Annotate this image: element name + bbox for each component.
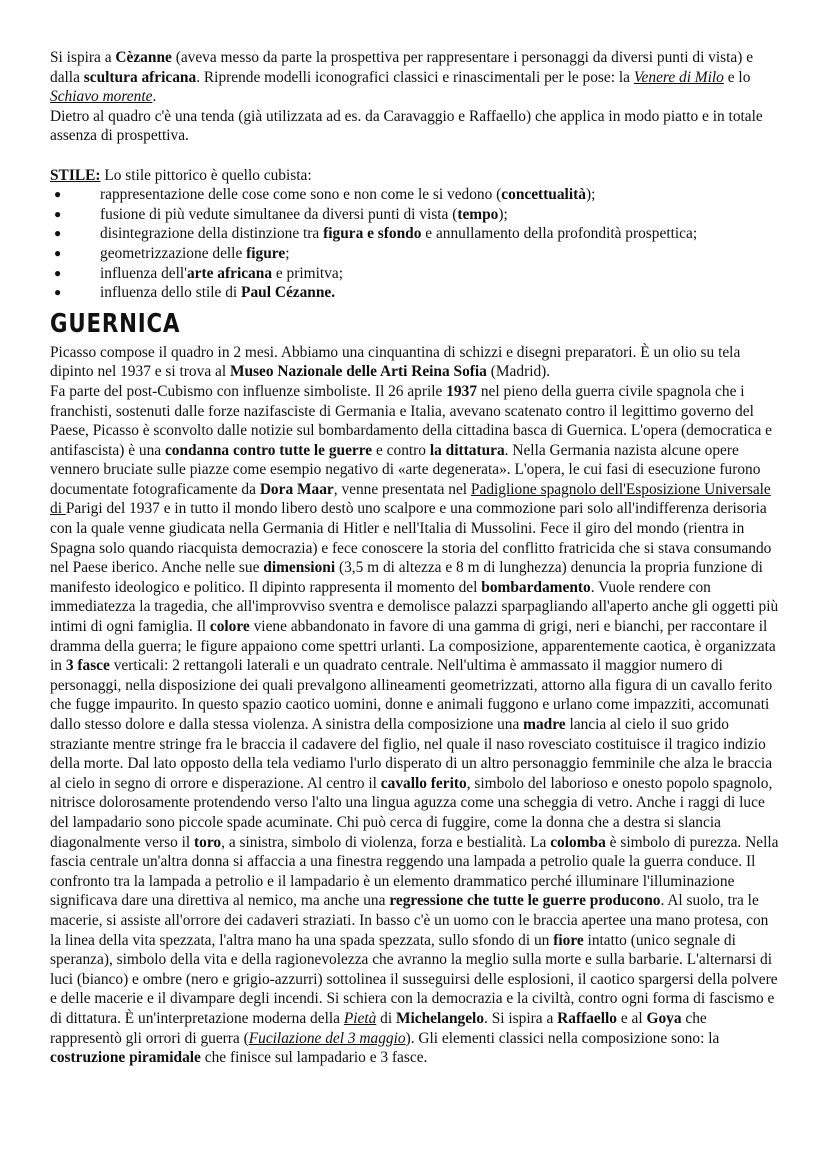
text-run: . Riprende modelli iconografici classici e rinascimentali per le pose: la bbox=[196, 68, 634, 86]
text-run: verticali: 2 rettangoli laterali e un quadrato centrale. Nell'ultima è ammassato il maggior numero di personaggi, nella disposizione dei quali prevalgono allineamenti geometrizzati, attorno alla figura di un cavallo ferito che fugge impaurito. In questo spazio caotico uomini, donne e animali fuggono e urlano come impazziti, accomunati dallo stesso dolore e dalla stessa violenza. A sinistra della composizione una bbox=[50, 657, 773, 733]
stile-heading bbox=[50, 166, 780, 186]
bold-text: regressione che tutte le guerre producono bbox=[389, 892, 661, 910]
text-run: (aveva messo da parte la prospettiva per rappresentare i personaggi da diversi punti di vista) e dalla bbox=[50, 49, 754, 86]
text-run: disintegrazione della distinzione tra bbox=[100, 225, 324, 243]
bold-text: figure bbox=[246, 244, 286, 262]
bold-text: fiore bbox=[553, 931, 584, 949]
bold-text: scultura africana bbox=[83, 68, 197, 86]
text-run: ); bbox=[498, 205, 508, 223]
bold-text: colomba bbox=[550, 833, 606, 851]
stile-bullet-item bbox=[50, 185, 780, 205]
text-run: nel pieno della guerra civile spagnola che i franchisti, sostenuti dalle forze nazifasciste di Germania e Italia, avevano scatenato contro il legittimo governo del Paese, Picasso è sconvolto dalle notizie sul bombardamento della cittadina basca di Guernica. L'opera (democratica e antifascista) è una bbox=[50, 382, 773, 459]
text-run: viene abbandonato in favore di una gamma di grigi, neri e bianchi, per raccontare il dramma della guerra; le figure appaiono come spettri urlanti. La composizione, apparentemente caotica, è organizzata in bbox=[50, 618, 776, 675]
artwork-title: Fucilazione del 3 maggio bbox=[248, 1029, 406, 1047]
text-run: ; bbox=[285, 244, 290, 262]
text-run: . Nella Germania nazista alcune opere vennero bruciate sulle piazze come esempio negativo di «arte degenerata». L'opera, le cui fasi di esecuzione furono documentate fotograficamente da bbox=[50, 441, 761, 498]
text-run: e annullamento della profondità prospettica; bbox=[421, 225, 698, 243]
text-run: , venne presentata nel bbox=[333, 480, 471, 498]
bold-text: bombardamento bbox=[481, 578, 591, 596]
bold-text: dimensioni bbox=[263, 559, 336, 577]
text-run: intatto (unico segnale di speranza), simbolo della vita e della ragionevolezza che avranno la meglio sulla morte e sulla barbarie. L'alternarsi di luci (bianco) e ombre (nero e grigio-azzurri) sottolinea il susseguirsi delle esplosioni, il caotico spargersi della polvere e delle macerie e il divampare degli incendi. Si schiera con la democrazia e la civiltà, contro ogni forma di fascismo e di dittatura. È un'interpretazione moderna della bbox=[50, 931, 778, 1027]
text-run: influenza dell' bbox=[100, 264, 187, 282]
text-run: Picasso compose il quadro in 2 mesi. Abbiamo una cinquantina di schizzi e disegni preparatori. È un olio su tela dipinto nel 1937 e si trova al bbox=[50, 343, 741, 381]
text-run: , a sinistra, simbolo di violenza, forza e bestialità. La bbox=[221, 833, 551, 851]
stile-bullet-item bbox=[50, 264, 780, 284]
stile-label: STILE: bbox=[50, 166, 101, 184]
bullet-icon: ● bbox=[54, 206, 62, 221]
text-run: . Vuole rendere con immediatezza la tragedia, che all'improvviso sventra e demolisce palazzi sparpagliando all'aperto anche gli oggetti più intimi di ogni famiglia. Il bbox=[50, 578, 779, 636]
guernica-body bbox=[50, 343, 780, 1068]
text-run: e al bbox=[616, 1009, 647, 1027]
text-run: , simbolo del laborioso e onesto popolo spagnolo, nitrisce dolorosamente protendendo verso l'alto una lingua aguzza come una scheggia di vetro. Anche i raggi di luce del lampadario sono piccole spade acuminate. Chi può cerca di fuggire, come la donna che a destra si slancia diagonalmente verso il bbox=[50, 774, 773, 851]
text-run: (3,5 m di altezza e 8 m di lunghezza) denuncia la propria funzione di manifesto ideologico e politico. Il dipinto rappresenta il momento del bbox=[50, 559, 763, 596]
text-run: e lo bbox=[723, 68, 751, 86]
bold-text: arte africana bbox=[186, 264, 273, 282]
bullet-icon: ● bbox=[54, 226, 62, 241]
bold-text: tempo bbox=[457, 205, 499, 223]
text-run: lancia al cielo il suo grido straziante mentre stringe fra le braccia il cadavere del figlio, nel quale il naso rovesciato costituisce il tragico indizio della morte. Dal lato opposto della tela vediamo l'urlo disperato di un altro personaggio femminile che alza le braccia al cielo in segno di orrore e disperazione. Al centro il bbox=[50, 716, 773, 792]
text-run: Dietro al quadro c'è una tenda (già utilizzata ad es. da Caravaggio e Raffaello) che applica in modo piatto e in totale assenza di prospettiva. bbox=[50, 107, 763, 145]
stile-bullet-item bbox=[50, 205, 780, 225]
bold-text: costruzione piramidale bbox=[50, 1049, 201, 1067]
bold-text: 1937 bbox=[446, 382, 478, 400]
intro-paragraph-2 bbox=[50, 107, 780, 146]
text-run: rappresentazione delle cose come sono e non come le si vedono ( bbox=[100, 186, 502, 204]
stile-bullet-list bbox=[50, 185, 780, 303]
bold-text: Cèzanne bbox=[115, 49, 172, 66]
bold-text: Michelangelo bbox=[395, 1009, 485, 1027]
artwork-title: Pietà bbox=[343, 1009, 377, 1027]
text-run: di bbox=[376, 1009, 396, 1027]
artwork-title: Venere di Milo bbox=[633, 68, 724, 86]
artwork-title: Schiavo morente bbox=[50, 88, 153, 106]
bold-text: madre bbox=[523, 716, 566, 733]
bold-text: condanna contro tutte le guerre bbox=[164, 441, 373, 459]
bold-text: Dora Maar bbox=[259, 480, 334, 498]
text-run: . bbox=[152, 88, 157, 106]
text-run: Si ispira a bbox=[50, 49, 116, 66]
bold-text: concettualità bbox=[501, 186, 586, 204]
bullet-icon: ● bbox=[54, 265, 62, 280]
bold-text: 3 fasce bbox=[65, 657, 110, 675]
stile-intro-text: Lo stile pittorico è quello cubista: bbox=[100, 166, 312, 184]
underlined-text: Padiglione spagnolo dell'Esposizione Universale di bbox=[50, 480, 771, 518]
bullet-icon: ● bbox=[54, 285, 62, 300]
bold-text: colore bbox=[209, 618, 250, 636]
text-run: ); bbox=[585, 186, 596, 204]
stile-bullet-item bbox=[50, 283, 780, 303]
bold-text: Paul Cézanne. bbox=[241, 284, 336, 302]
text-run: (Madrid). bbox=[486, 363, 551, 381]
text-run: che finisce sul lampadario e 3 fasce. bbox=[200, 1049, 428, 1067]
text-run: Parigi del 1937 e in tutto il mondo libero destò uno scalpore e una commozione pari solo all'indifferenza derisoria con la quale venne giudicata nella Germania di Hitler e nell'Italia di Mussolini. Fece il giro del mondo (rientra in Spagna solo quando riacquista democrazia) e fece conoscere la storia del conflitto fratricida che si stava consumando nel Paese iberico. Anche nelle sue bbox=[50, 500, 772, 577]
bold-text: Goya bbox=[646, 1009, 682, 1027]
text-run: fusione di più vedute simultanee da diversi punti di vista ( bbox=[100, 205, 458, 223]
text-run: è simbolo di purezza. Nella fascia centrale un'altra donna si affaccia a una finestra reggendo una lampada a petrolio quale la guerra conduce. Il confronto tra la lampada a petrolio e il lampadario è un elemento drammatico perché illuminare l'illuminazione significava dare una direttiva al nemico, ma anche una bbox=[50, 833, 779, 910]
bullet-icon: ● bbox=[54, 187, 62, 202]
bold-text: toro bbox=[194, 833, 222, 851]
bold-text: Museo Nazionale delle Arti Reina Sofia bbox=[229, 363, 487, 381]
bold-text: Raffaello bbox=[557, 1009, 617, 1027]
text-run: e primitva; bbox=[272, 264, 343, 282]
bullet-icon: ● bbox=[54, 245, 62, 260]
document-page bbox=[50, 48, 780, 1068]
text-run: influenza dello stile di bbox=[100, 284, 242, 302]
text-run: geometrizzazione delle bbox=[100, 244, 247, 262]
bold-text: cavallo ferito bbox=[380, 774, 467, 792]
text-run: che rappresentò gli orrori di guerra ( bbox=[50, 1009, 707, 1047]
spacer bbox=[50, 146, 780, 166]
section-title-guernica: GUERNICA bbox=[50, 308, 181, 339]
bold-text: figura e sfondo bbox=[323, 225, 422, 243]
bold-text: la dittatura bbox=[429, 441, 505, 459]
stile-bullet-item bbox=[50, 224, 780, 244]
stile-bullet-item bbox=[50, 244, 780, 264]
intro-paragraph-1 bbox=[50, 48, 780, 107]
text-run: . Al suolo, tra le macerie, si assiste all'orrore dei cadaveri straziati. In basso c'è un uomo con le braccia apertee una mano protesa, con la linea della vita spezzata, l'altra mano ha una spada spezzata, sullo sfondo di un bbox=[50, 892, 769, 949]
text-run: Fa parte del post-Cubismo con influenze simboliste. Il 26 aprile bbox=[50, 382, 447, 400]
text-run: ). Gli elementi classici nella composizione sono: la bbox=[405, 1029, 720, 1047]
text-run: e contro bbox=[372, 441, 430, 459]
text-run: . Si ispira a bbox=[484, 1009, 558, 1027]
